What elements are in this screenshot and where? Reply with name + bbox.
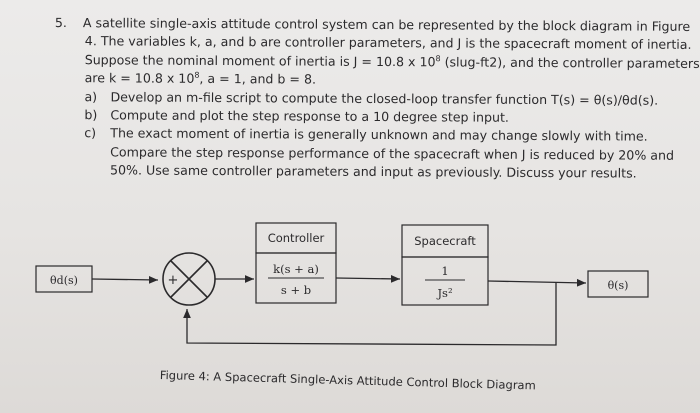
input-label: θd(s): [50, 274, 78, 287]
question-line-2: 4. The variables k, a, and b are controller parameters, and J is the spacecraft moment of inertia.: [84, 33, 692, 53]
question-line-4: are k = 10.8 x $10^8$, a = 1, and b = 8.: [84, 70, 317, 87]
input-arrow: [92, 279, 158, 280]
part-a-label: a): [84, 88, 98, 104]
plant-numerator: 1: [441, 264, 449, 278]
question-line-1: 5. A satellite single-axis attitude control system can be represented by the block diagram in Figure: [54, 14, 691, 34]
sum-plus-sign: +: [167, 273, 179, 288]
part-c-line-3: 50%. Use same controller parameters and input as previously. Discuss your results.: [110, 162, 637, 181]
control-arrow: [336, 278, 400, 279]
output-label: θ(s): [607, 279, 629, 292]
controller-numerator: k(s + a): [273, 262, 319, 276]
controller-title: Controller: [267, 231, 325, 245]
plant-denominator: Js²: [437, 286, 453, 300]
output-block: [588, 271, 648, 297]
input-block: [36, 266, 92, 292]
controller-block: [256, 223, 336, 303]
question-number: 5.: [54, 14, 68, 31]
feedback-path: [187, 282, 556, 345]
question-line-3: Suppose the nominal moment of inertia is J = 10.8 x $10^8$ (slug-ft2), and the controller parameters: [84, 51, 700, 71]
part-c-label: c): [84, 125, 97, 141]
part-b-label: b): [84, 107, 98, 123]
output-arrow: [488, 281, 586, 283]
summing-junction: [163, 253, 215, 305]
plant-title: Spacecraft: [414, 234, 476, 248]
figure-caption: Figure 4: A Spacecraft Single-Axis Attitude Control Block Diagram: [159, 368, 536, 393]
part-c: c) The exact moment of inertia is generally unknown and may change slowly with time.: [54, 124, 669, 146]
controller-denominator: s + b: [280, 283, 312, 297]
plant-block: [402, 225, 488, 305]
part-c-line-2: Compare the step response performance of the spacecraft when J is reduced by 20% and: [110, 144, 675, 163]
part-a: a) Develop an m-file script to compute the closed-loop transfer function T(s) = θ(s)/θd(s).: [54, 88, 669, 110]
part-b: b) Compute and plot the step response to a 10 degree step input.: [54, 106, 669, 128]
